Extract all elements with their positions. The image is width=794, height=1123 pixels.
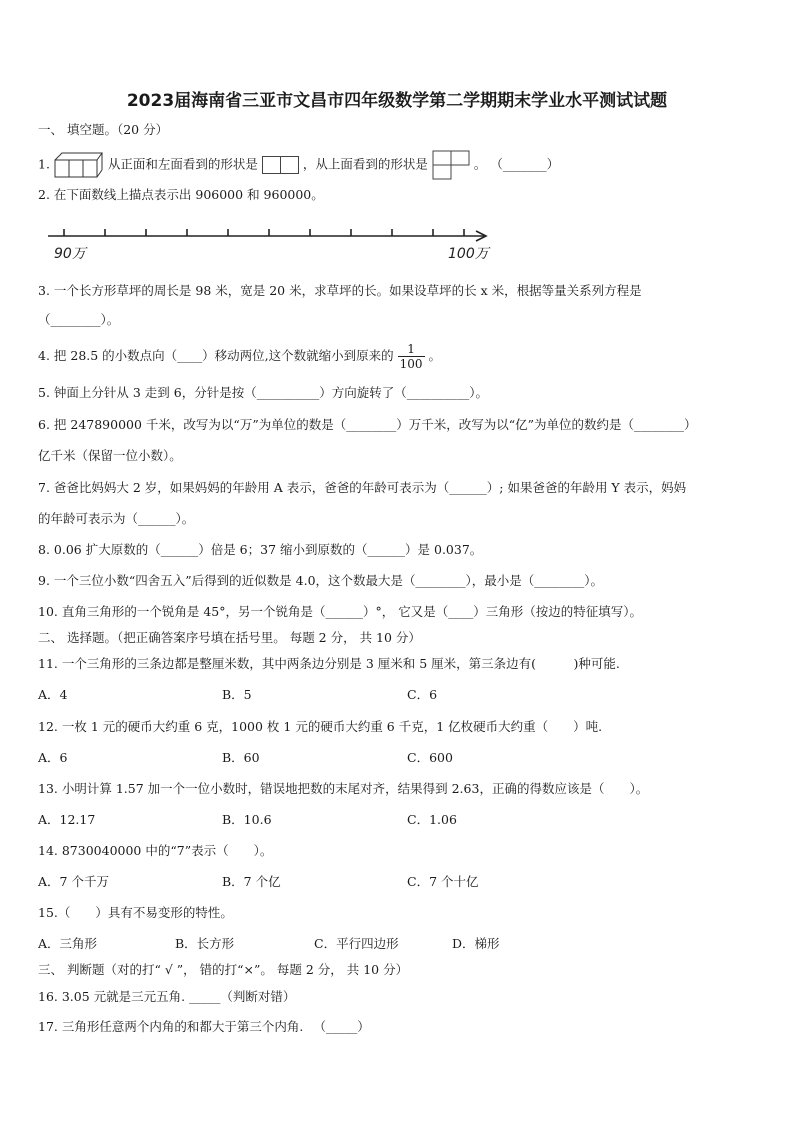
question-7-line-2: 的年龄可表示为（______）。 [38,511,195,526]
question-13-option-c: C．1.06 [407,812,457,827]
fraction-one-hundredth [398,342,425,371]
question-15-option-b: B．长方形 [175,936,235,951]
section-fill-blank-heading: 一、 填空题。（20 分） [38,122,169,137]
question-8: 8. 0.06 扩大原数的（______）倍是 6；37 缩小到原数的（______）是 0.037。 [38,542,483,557]
question-14: 14. 8730040000 中的“7”表示（ ）。 [38,843,273,858]
question-1-text-b: ，从上面看到的形状是 [302,156,428,172]
section-choice-heading: 二、 选择题。（把正确答案序号填在括号里。 每题 2 分， 共 10 分） [38,630,421,645]
page-title: 2023届海南省三亚市文昌市四年级数学第二学期期末学业水平测试试题 [126,91,668,111]
question-12: 12. 一枚 1 元的硬币大约重 6 克，1000 枚 1 元的硬币大约重 6 千克，1 亿枚硬币大约重（ ）吨. [38,719,603,734]
question-17: 17. 三角形任意两个内角的和都大于第三个内角. （_____） [38,1019,370,1034]
question-15-option-d: D．梯形 [452,936,500,951]
question-12-option-a: A．6 [38,750,68,765]
front-view-figure [262,156,299,174]
question-13-option-a: A．12.17 [38,812,96,827]
question-9: 9. 一个三位小数“四舍五入”后得到的近似数是 4.0，这个数最大是（________），最小是（________）。 [38,573,604,588]
top-view-figure [432,150,470,180]
question-6-line-1: 6. 把 247890000 千米，改写为以“万”为单位的数是（________）万千米，改写为以“亿”为单位的数约是（________） [38,417,697,432]
question-14-option-a: A．7 个千万 [38,874,109,889]
question-11: 11. 一个三角形的三条边都是整厘米数，其中两条边分别是 3 厘米和 5 厘米，第三条边有( )种可能. [38,656,620,671]
fraction-denominator: 100 [399,357,423,371]
question-6-line-2: 亿千米（保留一位小数）。 [38,448,182,463]
question-4-text-a: 4. 把 28.5 的小数点向（____）移动两位,这个数就缩小到原来的 [38,348,394,363]
question-number: 1. [38,156,50,172]
question-10: 10. 直角三角形的一个锐角是 45°，另一个锐角是（______）°， 它又是（____）三角形（按边的特征填写）。 [38,604,642,619]
cube-figure [54,151,104,179]
question-1 [38,150,559,180]
question-4 [38,339,441,373]
question-11-option-c: C．6 [407,687,438,702]
question-1-text-c: 。 （_______） [473,156,560,172]
question-13-option-b: B．10.6 [222,812,272,827]
question-15-option-c: C．平行四边形 [314,936,399,951]
number-line [44,220,504,268]
question-12-option-b: B．60 [222,750,260,765]
question-5: 5. 钟面上分针从 3 走到 6，分针是按（__________）方向旋转了（__________）。 [38,385,488,400]
section-judge-heading: 三、 判断题（对的打“ √ ”， 错的打“×”。 每题 2 分， 共 10 分） [38,962,409,977]
question-14-option-c: C．7 个十亿 [407,874,479,889]
question-1-text-a: 从正面和左面看到的形状是 [107,156,258,172]
number-line-label-right: 100万 [448,246,489,262]
number-line-label-left: 90万 [54,246,86,262]
question-11-option-a: A．4 [38,687,68,702]
question-2: 2. 在下面数线上描点表示出 906000 和 960000。 [38,187,324,202]
fraction-numerator: 1 [407,342,415,356]
question-12-option-c: C．600 [407,750,453,765]
question-3-line-1: 3. 一个长方形草坪的周长是 98 米，宽是 20 米，求草坪的长。如果设草坪的长 x 米，根据等量关系列方程是 [38,283,642,298]
question-14-option-b: B．7 个亿 [222,874,281,889]
question-3-line-2: （________）。 [38,312,120,327]
question-15: 15.（ ）具有不易变形的特性。 [38,905,233,920]
question-13: 13. 小明计算 1.57 加一个一位小数时，错误地把数的末尾对齐，结果得到 2.63，正确的得数应该是（ ）。 [38,781,649,796]
question-11-option-b: B．5 [222,687,252,702]
question-4-text-b: 。 [428,348,442,363]
question-15-option-a: A．三角形 [38,936,98,951]
question-16: 16. 3.05 元就是三元五角. _____（判断对错） [38,989,296,1004]
question-7-line-1: 7. 爸爸比妈妈大 2 岁，如果妈妈的年龄用 A 表示，爸爸的年龄可表示为（______）; 如果爸爸的年龄用 Y 表示，妈妈 [38,480,687,495]
